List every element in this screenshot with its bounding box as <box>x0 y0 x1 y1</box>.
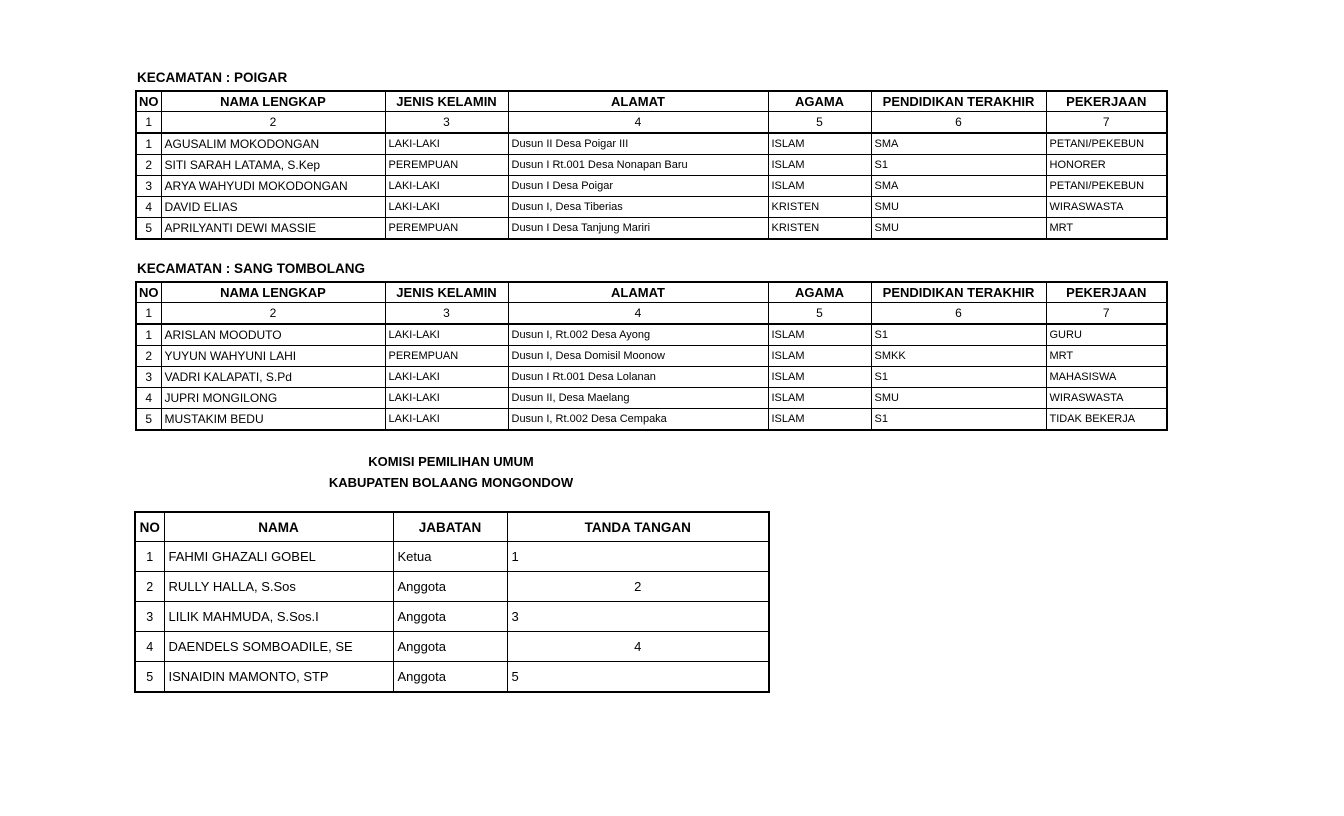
column-number: 7 <box>1046 112 1167 134</box>
table-row <box>135 572 769 602</box>
table-cell: SMA <box>871 133 1046 155</box>
column-number: 3 <box>385 303 508 325</box>
table-cell: ARISLAN MOODUTO <box>161 324 385 346</box>
table-cell: 3 <box>136 367 161 388</box>
table-cell: ISLAM <box>768 155 871 176</box>
column-number: 2 <box>161 303 385 325</box>
column-number-row <box>136 112 1167 134</box>
table-cell: ISLAM <box>768 324 871 346</box>
table-cell: 1 <box>135 542 164 572</box>
table-cell: S1 <box>871 367 1046 388</box>
col-header-nama: NAMA <box>164 512 393 542</box>
table-cell: S1 <box>871 409 1046 431</box>
table-row <box>135 662 769 693</box>
column-number: 7 <box>1046 303 1167 325</box>
table-cell: 4 <box>136 388 161 409</box>
table-cell: 3 <box>136 176 161 197</box>
table-cell: S1 <box>871 324 1046 346</box>
table-row <box>136 367 1167 388</box>
table-cell: LAKI-LAKI <box>385 409 508 431</box>
table-row <box>136 133 1167 155</box>
table-cell: SMU <box>871 218 1046 240</box>
table-row <box>135 632 769 662</box>
table-cell: 2 <box>136 155 161 176</box>
table-cell: WIRASWASTA <box>1046 197 1167 218</box>
table-cell: RULLY HALLA, S.Sos <box>164 572 393 602</box>
table-cell: Dusun I Rt.001 Desa Nonapan Baru <box>508 155 768 176</box>
col-header-no: NO <box>136 282 161 303</box>
col-header-jenis-kelamin: JENIS KELAMIN <box>385 91 508 112</box>
table-cell: 5 <box>136 218 161 240</box>
col-header-agama: AGAMA <box>768 91 871 112</box>
table-cell: Dusun I, Rt.002 Desa Cempaka <box>508 409 768 431</box>
section-title-poigar: KECAMATAN : POIGAR <box>137 70 288 85</box>
table-cell: Dusun II, Desa Maelang <box>508 388 768 409</box>
table-cell: 1 <box>136 133 161 155</box>
table-cell: MRT <box>1046 346 1167 367</box>
table-cell: Dusun I, Rt.002 Desa Ayong <box>508 324 768 346</box>
table-cell: MRT <box>1046 218 1167 240</box>
table-row <box>136 176 1167 197</box>
column-number-row <box>136 303 1167 325</box>
header-row <box>136 91 1167 112</box>
table-row <box>136 388 1167 409</box>
table-cell: ISLAM <box>768 346 871 367</box>
table-cell: 5 <box>135 662 164 693</box>
table-cell: ISLAM <box>768 388 871 409</box>
table-row <box>136 218 1167 240</box>
committee-title-line2: KABUPATEN BOLAANG MONGONDOW <box>328 475 574 490</box>
column-number: 4 <box>508 303 768 325</box>
table-cell: GURU <box>1046 324 1167 346</box>
column-number: 6 <box>871 112 1046 134</box>
table-cell: ISLAM <box>768 133 871 155</box>
table-cell: Dusun I, Desa Tiberias <box>508 197 768 218</box>
header-row <box>136 282 1167 303</box>
col-header-alamat: ALAMAT <box>508 282 768 303</box>
table-cell: DAVID ELIAS <box>161 197 385 218</box>
table-body-poigar <box>136 133 1167 239</box>
table-cell: MAHASISWA <box>1046 367 1167 388</box>
table-cell: APRILYANTI DEWI MASSIE <box>161 218 385 240</box>
table-cell: PEREMPUAN <box>385 346 508 367</box>
table-cell: PEREMPUAN <box>385 218 508 240</box>
table-cell: ISLAM <box>768 176 871 197</box>
table-cell: YUYUN WAHYUNI LAHI <box>161 346 385 367</box>
table-row <box>136 346 1167 367</box>
col-header-jabatan: JABATAN <box>393 512 507 542</box>
column-number: 1 <box>136 303 161 325</box>
table-cell: Dusun I Desa Tanjung Mariri <box>508 218 768 240</box>
table-cell: Anggota <box>393 662 507 693</box>
table-cell: KRISTEN <box>768 218 871 240</box>
table-cell: VADRI KALAPATI, S.Pd <box>161 367 385 388</box>
table-cell: Anggota <box>393 602 507 632</box>
column-number: 3 <box>385 112 508 134</box>
table-cell: 2 <box>507 572 769 602</box>
table-cell: PETANI/PEKEBUN <box>1046 133 1167 155</box>
table-cell: 1 <box>136 324 161 346</box>
table-cell: ISLAM <box>768 409 871 431</box>
table-cell: AGUSALIM MOKODONGAN <box>161 133 385 155</box>
committee-heading <box>134 451 768 493</box>
table-cell: Anggota <box>393 632 507 662</box>
committee-title-line1: KOMISI PEMILIHAN UMUM <box>368 454 534 469</box>
committee-signature-table <box>134 511 770 693</box>
kecamatan-table-sang-tombolang <box>135 281 1168 431</box>
table-cell: LAKI-LAKI <box>385 324 508 346</box>
table-cell: LAKI-LAKI <box>385 133 508 155</box>
table-cell: 3 <box>507 602 769 632</box>
table-cell: Anggota <box>393 572 507 602</box>
table-cell: LAKI-LAKI <box>385 176 508 197</box>
table-cell: 5 <box>136 409 161 431</box>
section-title-sang-tombolang: KECAMATAN : SANG TOMBOLANG <box>137 261 365 276</box>
table-cell: SMU <box>871 197 1046 218</box>
table-cell: PETANI/PEKEBUN <box>1046 176 1167 197</box>
col-header-pekerjaan: PEKERJAAN <box>1046 282 1167 303</box>
table-cell: ISLAM <box>768 367 871 388</box>
column-number: 4 <box>508 112 768 134</box>
table-cell: HONORER <box>1046 155 1167 176</box>
table-cell: SMA <box>871 176 1046 197</box>
table-cell: 1 <box>507 542 769 572</box>
table-cell: SMU <box>871 388 1046 409</box>
table-cell: Dusun I Desa Poigar <box>508 176 768 197</box>
column-number: 5 <box>768 112 871 134</box>
col-header-pendidikan-terakhir: PENDIDIKAN TERAKHIR <box>871 282 1046 303</box>
col-header-pekerjaan: PEKERJAAN <box>1046 91 1167 112</box>
table-row <box>136 197 1167 218</box>
col-header-tanda-tangan: TANDA TANGAN <box>507 512 769 542</box>
table-cell: 4 <box>136 197 161 218</box>
col-header-no: NO <box>136 91 161 112</box>
table-cell: LAKI-LAKI <box>385 197 508 218</box>
col-header-agama: AGAMA <box>768 282 871 303</box>
col-header-no: NO <box>135 512 164 542</box>
table-row <box>136 155 1167 176</box>
table-cell: ISNAIDIN MAMONTO, STP <box>164 662 393 693</box>
table-cell: FAHMI GHAZALI GOBEL <box>164 542 393 572</box>
table-row <box>135 602 769 632</box>
table-cell: 5 <box>507 662 769 693</box>
table-cell: 2 <box>135 572 164 602</box>
col-header-alamat: ALAMAT <box>508 91 768 112</box>
table-cell: LAKI-LAKI <box>385 388 508 409</box>
table-cell: PEREMPUAN <box>385 155 508 176</box>
column-number: 6 <box>871 303 1046 325</box>
kecamatan-table-poigar <box>135 90 1168 240</box>
col-header-nama-lengkap: NAMA LENGKAP <box>161 282 385 303</box>
col-header-nama-lengkap: NAMA LENGKAP <box>161 91 385 112</box>
header-row <box>135 512 769 542</box>
table-cell: 4 <box>507 632 769 662</box>
col-header-pendidikan-terakhir: PENDIDIKAN TERAKHIR <box>871 91 1046 112</box>
table-cell: LILIK MAHMUDA, S.Sos.I <box>164 602 393 632</box>
table-cell: SMKK <box>871 346 1046 367</box>
table-cell: Ketua <box>393 542 507 572</box>
committee-table-body <box>135 542 769 693</box>
table-cell: JUPRI MONGILONG <box>161 388 385 409</box>
table-cell: MUSTAKIM BEDU <box>161 409 385 431</box>
table-row <box>135 542 769 572</box>
table-cell: S1 <box>871 155 1046 176</box>
table-cell: ARYA WAHYUDI MOKODONGAN <box>161 176 385 197</box>
table-cell: KRISTEN <box>768 197 871 218</box>
table-cell: 4 <box>135 632 164 662</box>
table-cell: Dusun I Rt.001 Desa Lolanan <box>508 367 768 388</box>
table-cell: DAENDELS SOMBOADILE, SE <box>164 632 393 662</box>
table-cell: 3 <box>135 602 164 632</box>
column-number: 5 <box>768 303 871 325</box>
table-cell: SITI SARAH LATAMA, S.Kep <box>161 155 385 176</box>
table-cell: 2 <box>136 346 161 367</box>
table-row <box>136 409 1167 431</box>
table-row <box>136 324 1167 346</box>
column-number: 2 <box>161 112 385 134</box>
table-cell: LAKI-LAKI <box>385 367 508 388</box>
table-body-sang-tombolang <box>136 324 1167 430</box>
table-cell: Dusun II Desa Poigar III <box>508 133 768 155</box>
table-cell: Dusun I, Desa Domisil Moonow <box>508 346 768 367</box>
col-header-jenis-kelamin: JENIS KELAMIN <box>385 282 508 303</box>
table-cell: WIRASWASTA <box>1046 388 1167 409</box>
column-number: 1 <box>136 112 161 134</box>
table-cell: TIDAK BEKERJA <box>1046 409 1167 431</box>
